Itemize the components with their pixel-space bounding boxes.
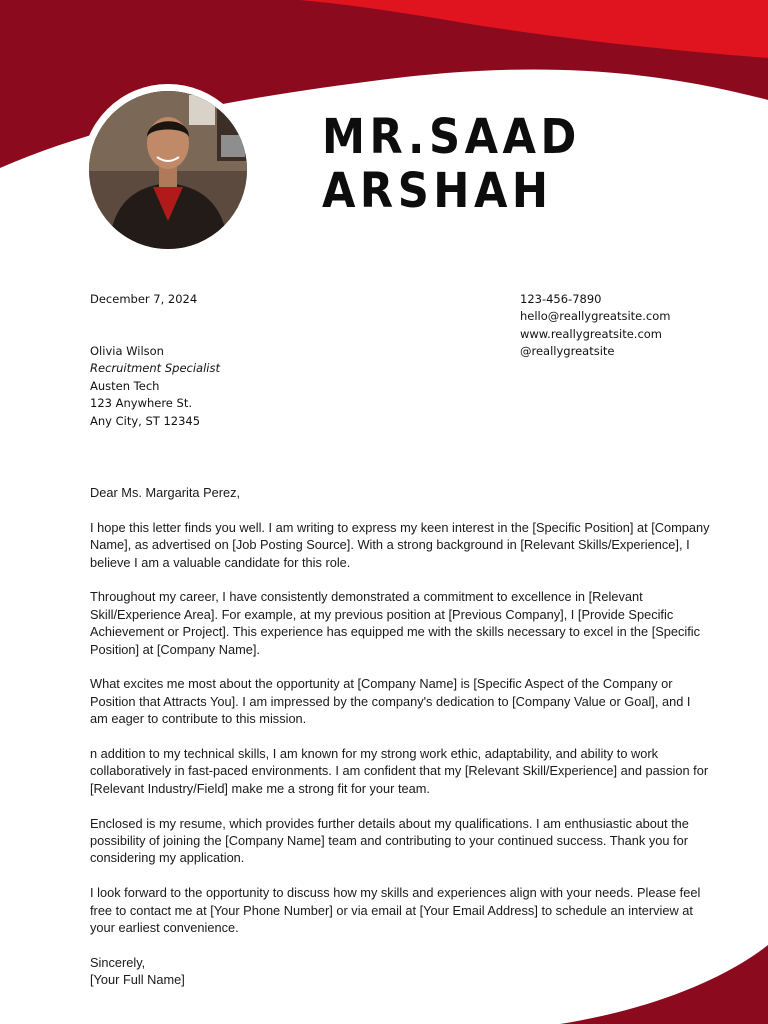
letter-paragraph: What excites me most about the opportunity at [Company Name] is [Specific Aspect of the Company or Position that Attracts You]. I am impressed by the company's dedication to [Company Value or Goal], and I am eager to contribute to this mission.	[90, 676, 691, 727]
avatar	[89, 91, 247, 249]
contact-handle: @reallygreatsite	[520, 344, 615, 359]
letter-body	[90, 484, 710, 989]
letter-paragraph: Enclosed is my resume, which provides further details about my qualifications. I am enthusiastic about the possibility of joining the [Company Name] team and contributing to your continued success. Thank you for considering my application.	[90, 815, 689, 866]
recipient-city: Any City, ST 12345	[90, 413, 201, 428]
candidate-name	[322, 110, 581, 218]
closing: Sincerely,	[90, 954, 146, 970]
contact-phone: 123-456-7890	[520, 292, 602, 306]
letter-paragraph: I hope this letter finds you well. I am writing to express my keen interest in the [Specific Position] at [Company Name], as advertised on [Job Posting Source]. With a strong background in [Relevant Skills/Experience], I believe I am a valuable candidate for this role.	[90, 519, 710, 570]
recipient-block	[90, 343, 220, 430]
recipient-title: Recruitment Specialist	[90, 361, 220, 376]
recipient-company: Austen Tech	[90, 378, 160, 393]
contact-email: hello@reallygreatsite.com	[520, 309, 671, 324]
name-line-1: MR.SAAD	[322, 109, 581, 165]
letter-paragraph: I look forward to the opportunity to discuss how my skills and experiences align with your needs. Please feel free to contact me at [Your Phone Number] or via email at [Your Email Address] to schedule an interview at your earliest convenience.	[90, 885, 701, 936]
recipient-street: 123 Anywhere St.	[90, 396, 193, 411]
recipient-name: Olivia Wilson	[90, 344, 164, 358]
profile-photo-icon	[89, 91, 247, 249]
letter-paragraph: Throughout my career, I have consistently demonstrated a commitment to excellence in [Relevant Skill/Experience Area]. For example, at my previous position at [Previous Company], I [Provide Specific Achievement or Project]. This experience has equipped me with the skills necessary to excel in the [Specific Position] at [Company Name].	[90, 589, 701, 657]
contact-block	[520, 291, 670, 361]
letter-paragraph: n addition to my technical skills, I am known for my strong work ethic, adaptability, and ability to work collaboratively in fast-paced environments. I am confident that my [Relevant Skill/Experience] and passion for [Relevant Industry/Field] make me a strong fit for your team.	[90, 746, 709, 796]
letter-date: December 7, 2024	[90, 292, 198, 306]
contact-website: www.reallygreatsite.com	[520, 326, 663, 341]
signature: [Your Full Name]	[90, 972, 185, 988]
salutation: Dear Ms. Margarita Perez,	[90, 485, 241, 500]
name-line-2: ARSHAH	[322, 163, 553, 219]
